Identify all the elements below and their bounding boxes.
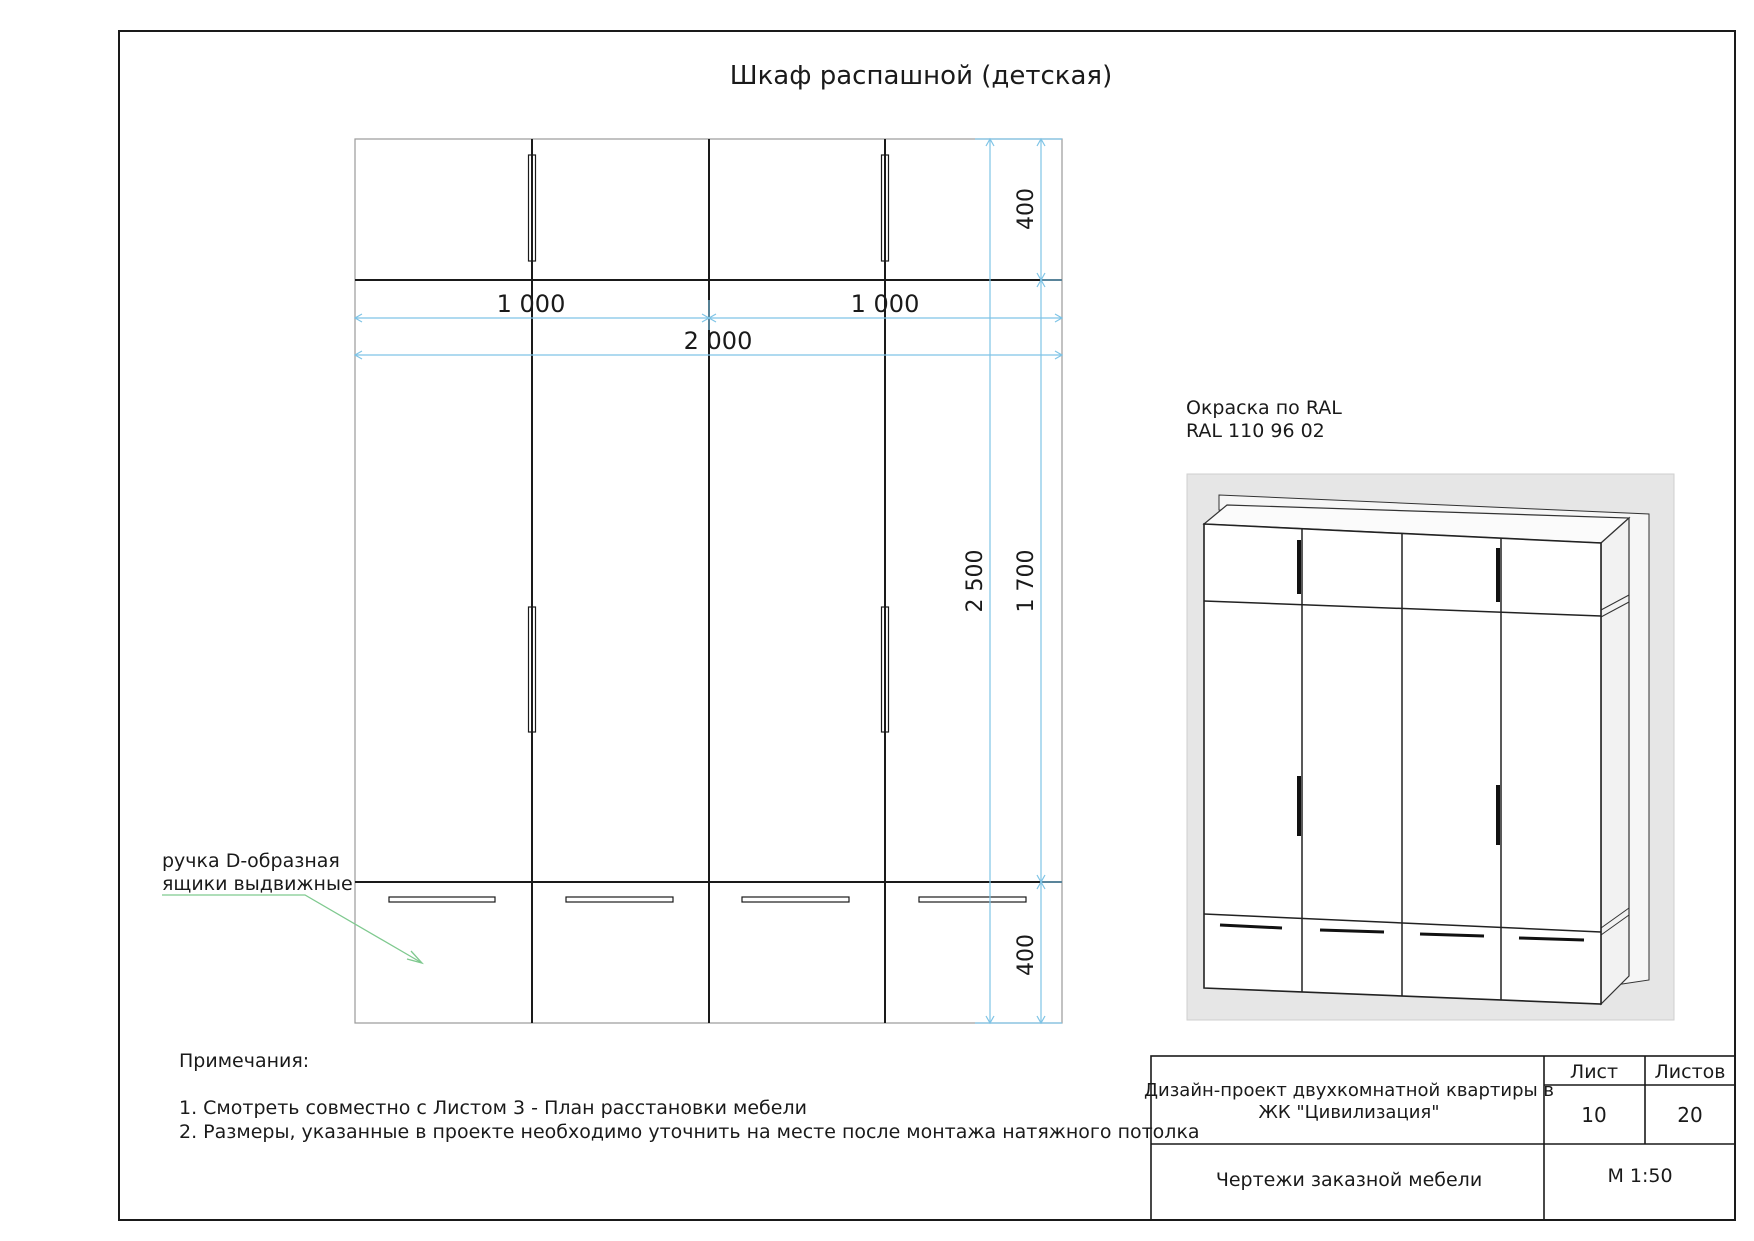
notes-item-2: 2. Размеры, указанные в проекте необходимо уточнить на месте после монтажа натяжного потолка: [179, 1121, 1200, 1143]
title-block-project-line-1: Дизайн-проект двухкомнатной квартиры в: [1143, 1080, 1555, 1101]
paint-note-line-2: RAL 110 96 02: [1186, 420, 1325, 442]
drawing-title: Шкаф распашной (детская): [729, 61, 1113, 91]
callout-line-1: ручка D-образная: [162, 850, 340, 872]
callout-leader: [162, 895, 422, 963]
drawer-handle-3: [742, 897, 849, 902]
title-block-sheet-label: Лист: [1569, 1061, 1619, 1083]
dimension-width-right: 1 000: [850, 290, 920, 318]
notes-heading: Примечания:: [179, 1050, 310, 1072]
title-block-drawing-name: Чертежи заказной мебели: [1215, 1169, 1483, 1191]
drawer-handle-2: [566, 897, 673, 902]
dimension-height-total: 2 500: [963, 549, 988, 613]
title-block-sheet-value: 10: [1581, 1103, 1607, 1127]
callout-line-2: ящики выдвижные: [162, 873, 353, 895]
wardrobe-front-elevation: [355, 139, 1062, 1023]
drawer-handle-1: [389, 897, 495, 902]
dimension-height-bottom: 400: [1014, 934, 1039, 976]
paint-note-line-1: Окраска по RAL: [1186, 397, 1342, 419]
title-block-sheets-value: 20: [1677, 1103, 1703, 1127]
title-block-scale: М 1:50: [1607, 1165, 1673, 1187]
dimension-width-total: 2 000: [683, 327, 753, 355]
dimension-height-top: 400: [1014, 188, 1039, 230]
wardrobe-3d-render: [1187, 474, 1674, 1020]
title-block-sheets-label: Листов: [1654, 1061, 1726, 1083]
dimension-height-middle: 1 700: [1014, 549, 1039, 613]
render-right-side: [1601, 518, 1629, 1004]
notes-item-1: 1. Смотреть совместно с Листом 3 - План расстановки мебели: [179, 1097, 807, 1119]
dimension-width-left: 1 000: [496, 290, 566, 318]
drawer-handle-4: [919, 897, 1026, 902]
title-block-project-line-2: ЖК "Цивилизация": [1258, 1102, 1440, 1123]
